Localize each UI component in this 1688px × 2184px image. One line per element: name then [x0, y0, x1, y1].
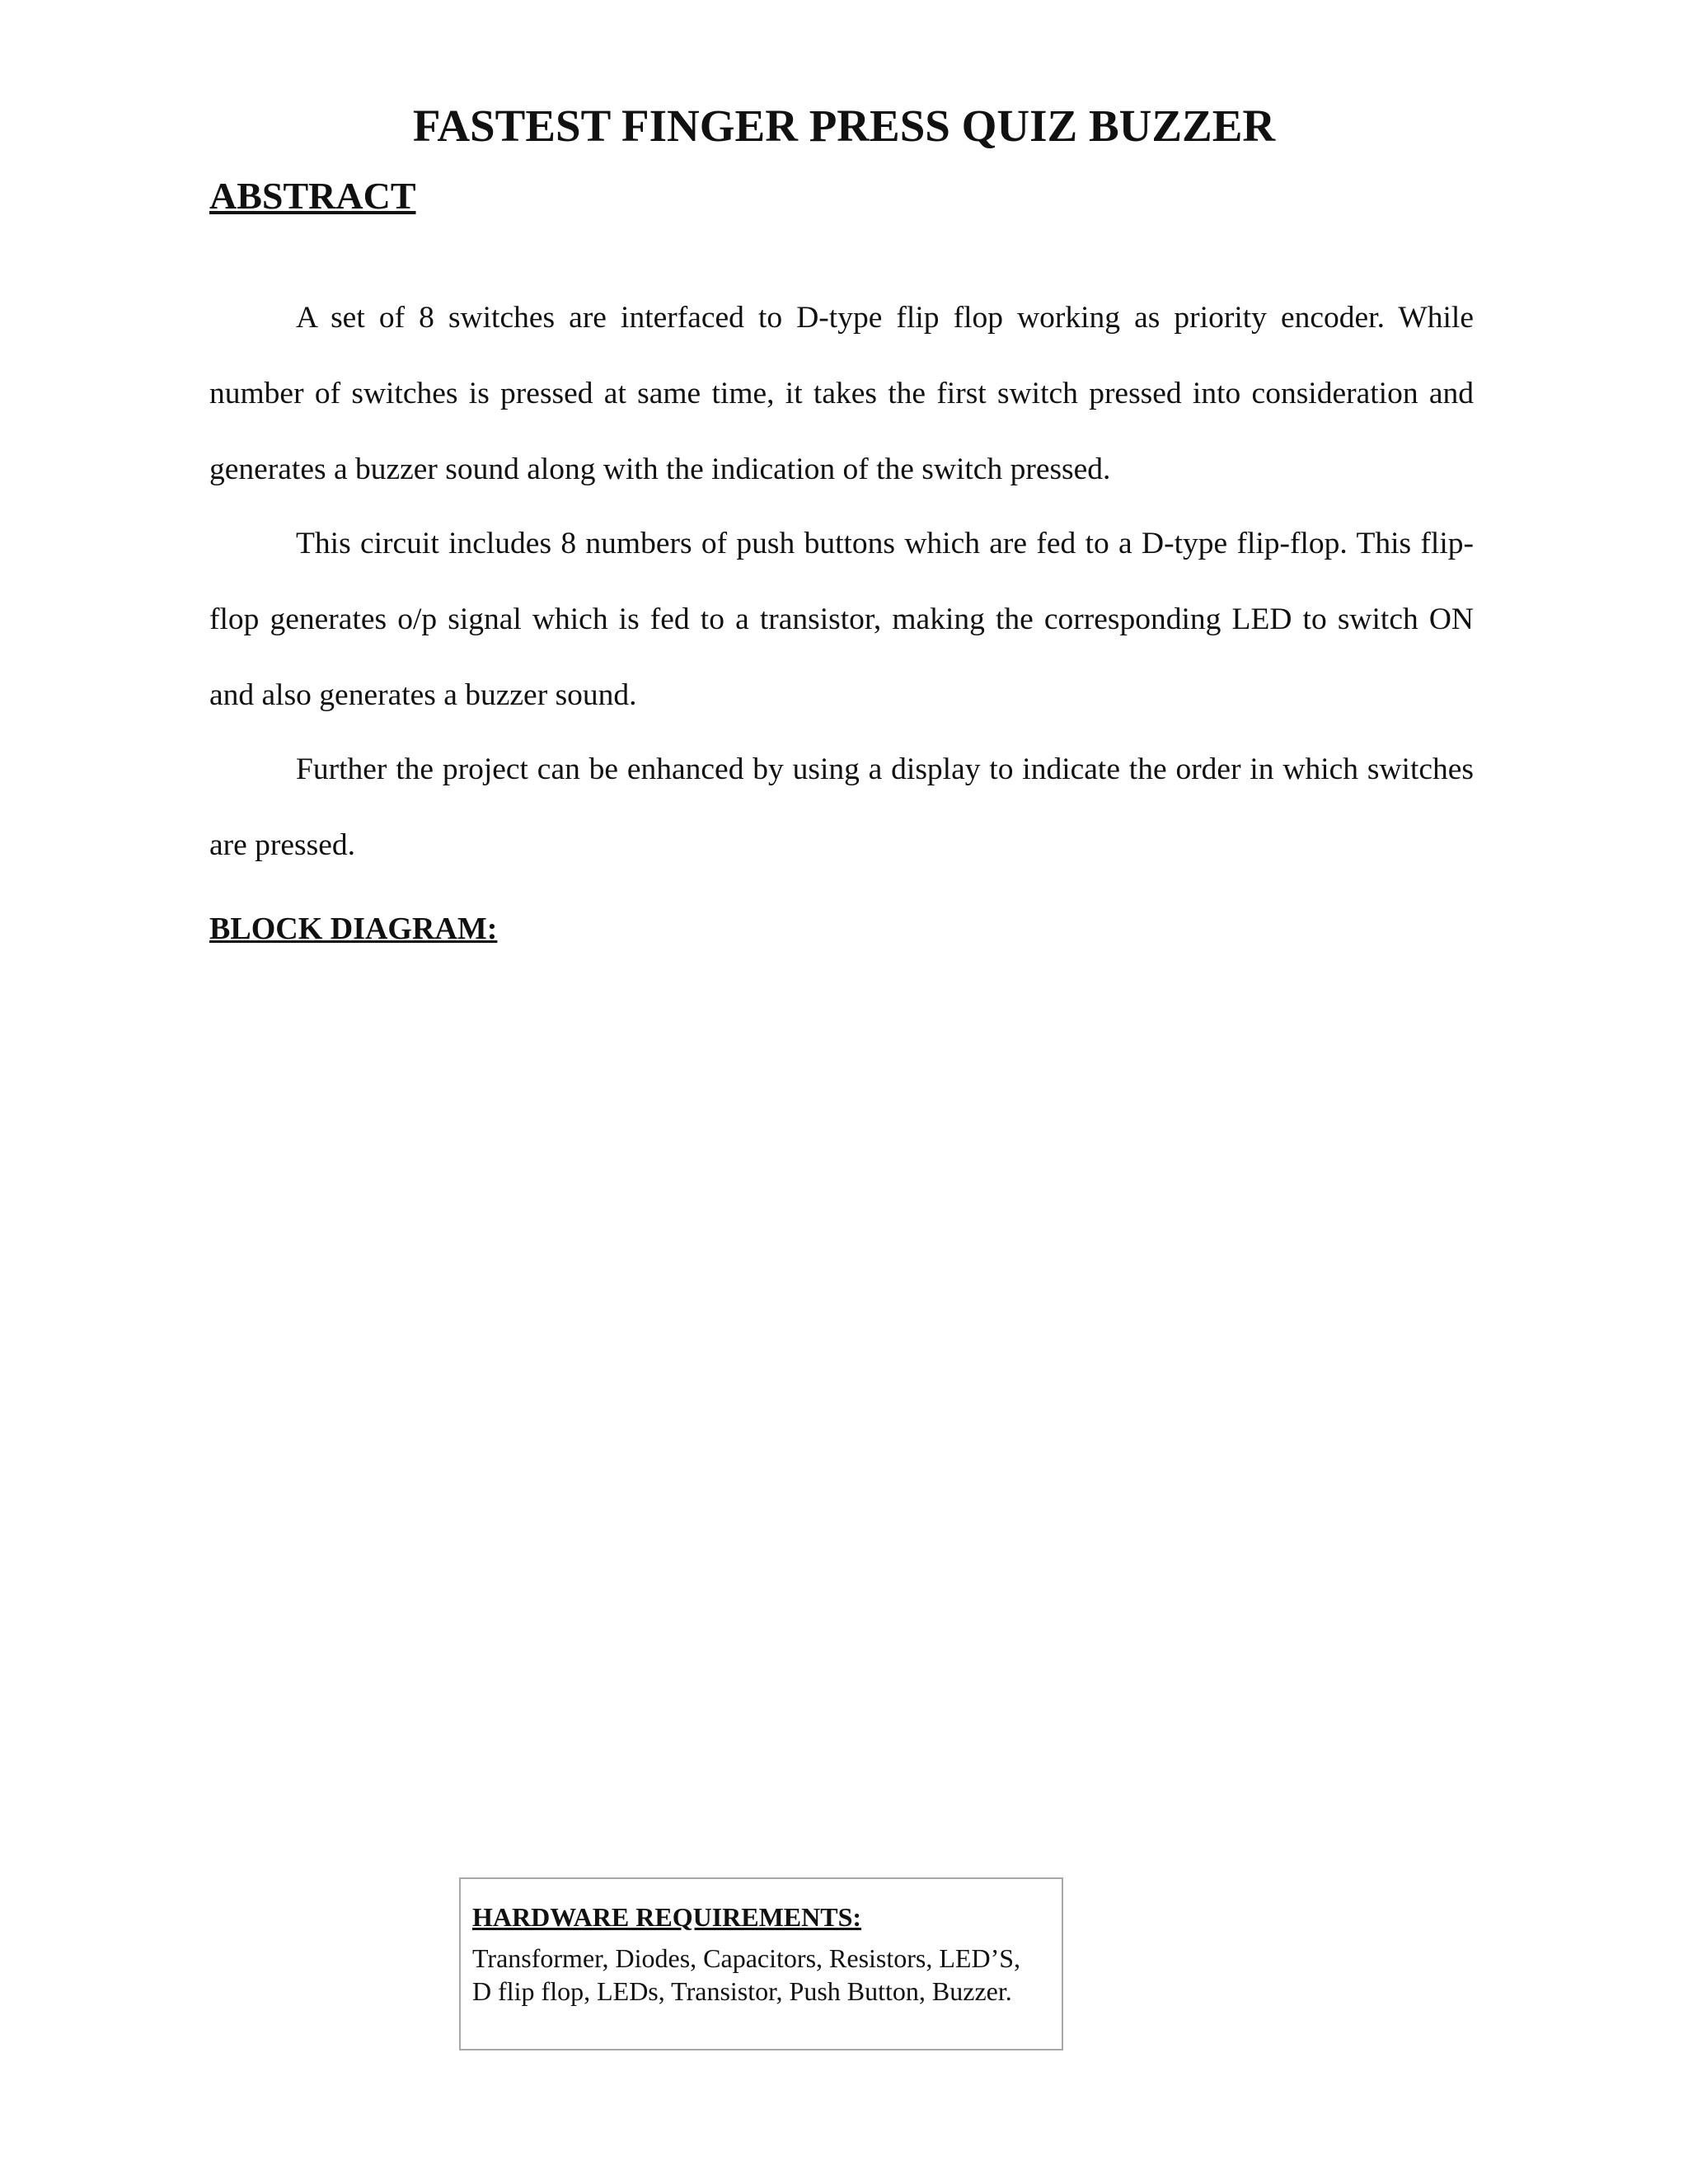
abstract-paragraph-2 [209, 506, 1474, 733]
paragraph-text: A set of 8 switches are interfaced to D-type flip flop working as priority encoder. While number of switches is pressed at same time, it takes the first switch pressed into consideration and generates a buzzer sound along with the indication of the switch pressed. [209, 301, 1474, 486]
abstract-paragraph-3 [209, 732, 1474, 883]
block-diagram-heading: BLOCK DIAGRAM: [209, 912, 498, 946]
document-title: FASTEST FINGER PRESS QUIZ BUZZER [412, 101, 1276, 151]
abstract-paragraph-1 [209, 280, 1474, 508]
paragraph-text: This circuit includes 8 numbers of push buttons which are fed to a D-type flip-flop. This flip-flop generates o/p signal which is fed to a transistor, making the corresponding LED to switch ON and also generates a buzzer sound. [209, 527, 1474, 712]
hardware-list-line-2: D flip flop, LEDs, Transistor, Push Button, Buzzer. [472, 1976, 1012, 2006]
hardware-requirements-box [459, 1877, 1063, 2050]
abstract-heading: ABSTRACT [209, 175, 416, 217]
paragraph-text: Further the project can be enhanced by using a display to indicate the order in which switches are pressed. [209, 752, 1474, 862]
hardware-list-line-1: Transformer, Diodes, Capacitors, Resistors, LED’S, [472, 1943, 1021, 1973]
hardware-requirements-heading: HARDWARE REQUIREMENTS: [472, 1902, 862, 1932]
